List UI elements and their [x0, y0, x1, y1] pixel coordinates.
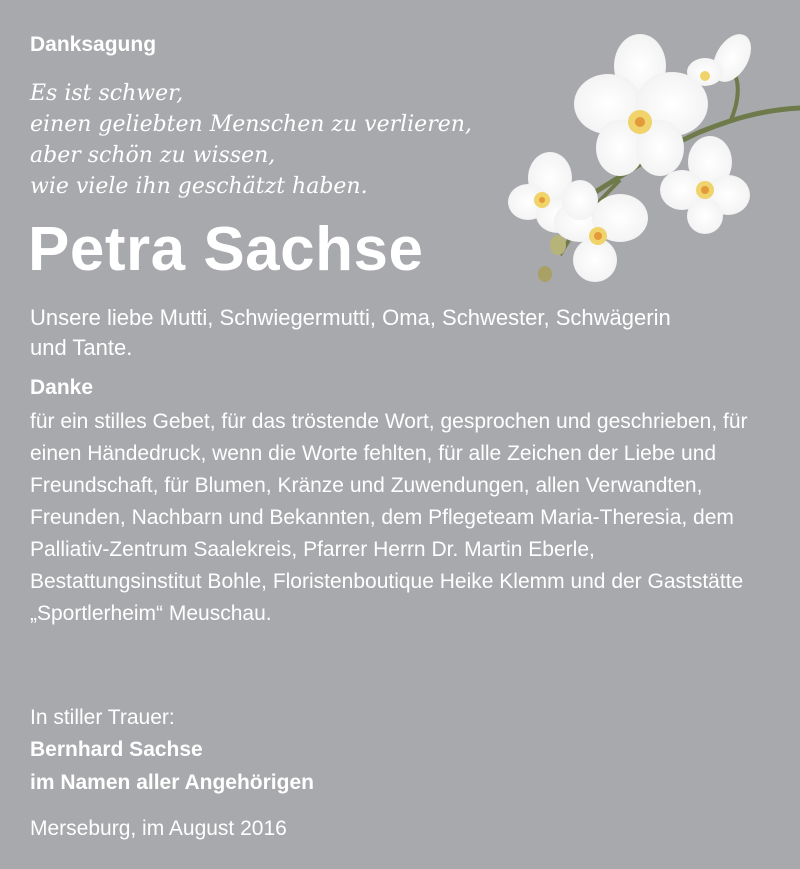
- deceased-name: Petra Sachse: [28, 215, 424, 284]
- orchid-flower-icon: [500, 30, 800, 290]
- quote-line: aber schön zu wissen,: [30, 143, 276, 168]
- family-relation: Unsere liebe Mutti, Schwiegermutti, Oma, Schwester, Schwägerin und Tante.: [30, 305, 671, 360]
- notice-heading: Danksagung: [30, 33, 157, 56]
- signer-note: im Namen aller Angehörigen: [30, 771, 314, 794]
- quote-line: wie viele ihn geschätzt haben.: [30, 174, 368, 199]
- signer-name: Bernhard Sachse: [30, 738, 203, 761]
- memorial-quote: [30, 78, 472, 202]
- thanks-title: Danke: [30, 376, 94, 399]
- quote-line: Es ist schwer,: [30, 81, 184, 106]
- quote-line: einen geliebten Menschen zu verlieren,: [30, 112, 472, 137]
- mourning-intro: In stiller Trauer:: [30, 706, 175, 729]
- place-date: Merseburg, im August 2016: [30, 817, 287, 840]
- thanks-body: für ein stilles Gebet, für das tröstende Wort, gesprochen und geschrieben, für einen Händedruck, wenn die Worte fehlten, für alle Zeichen der Liebe und Freundschaft, für Blumen, Kränze und Zuwendungen, allen Verwandten, Freunden, Nachbarn und Bekannten, dem Pflegeteam Maria-Theresia, dem Palliativ-Zentrum Saalekreis, Pfarrer Herrn Dr. Martin Eberle, Bestattungsinstitut Bohle, Floristenboutique Heike Klemm und der Gaststätte „Sportlerheim“ Meuschau.: [30, 410, 748, 625]
